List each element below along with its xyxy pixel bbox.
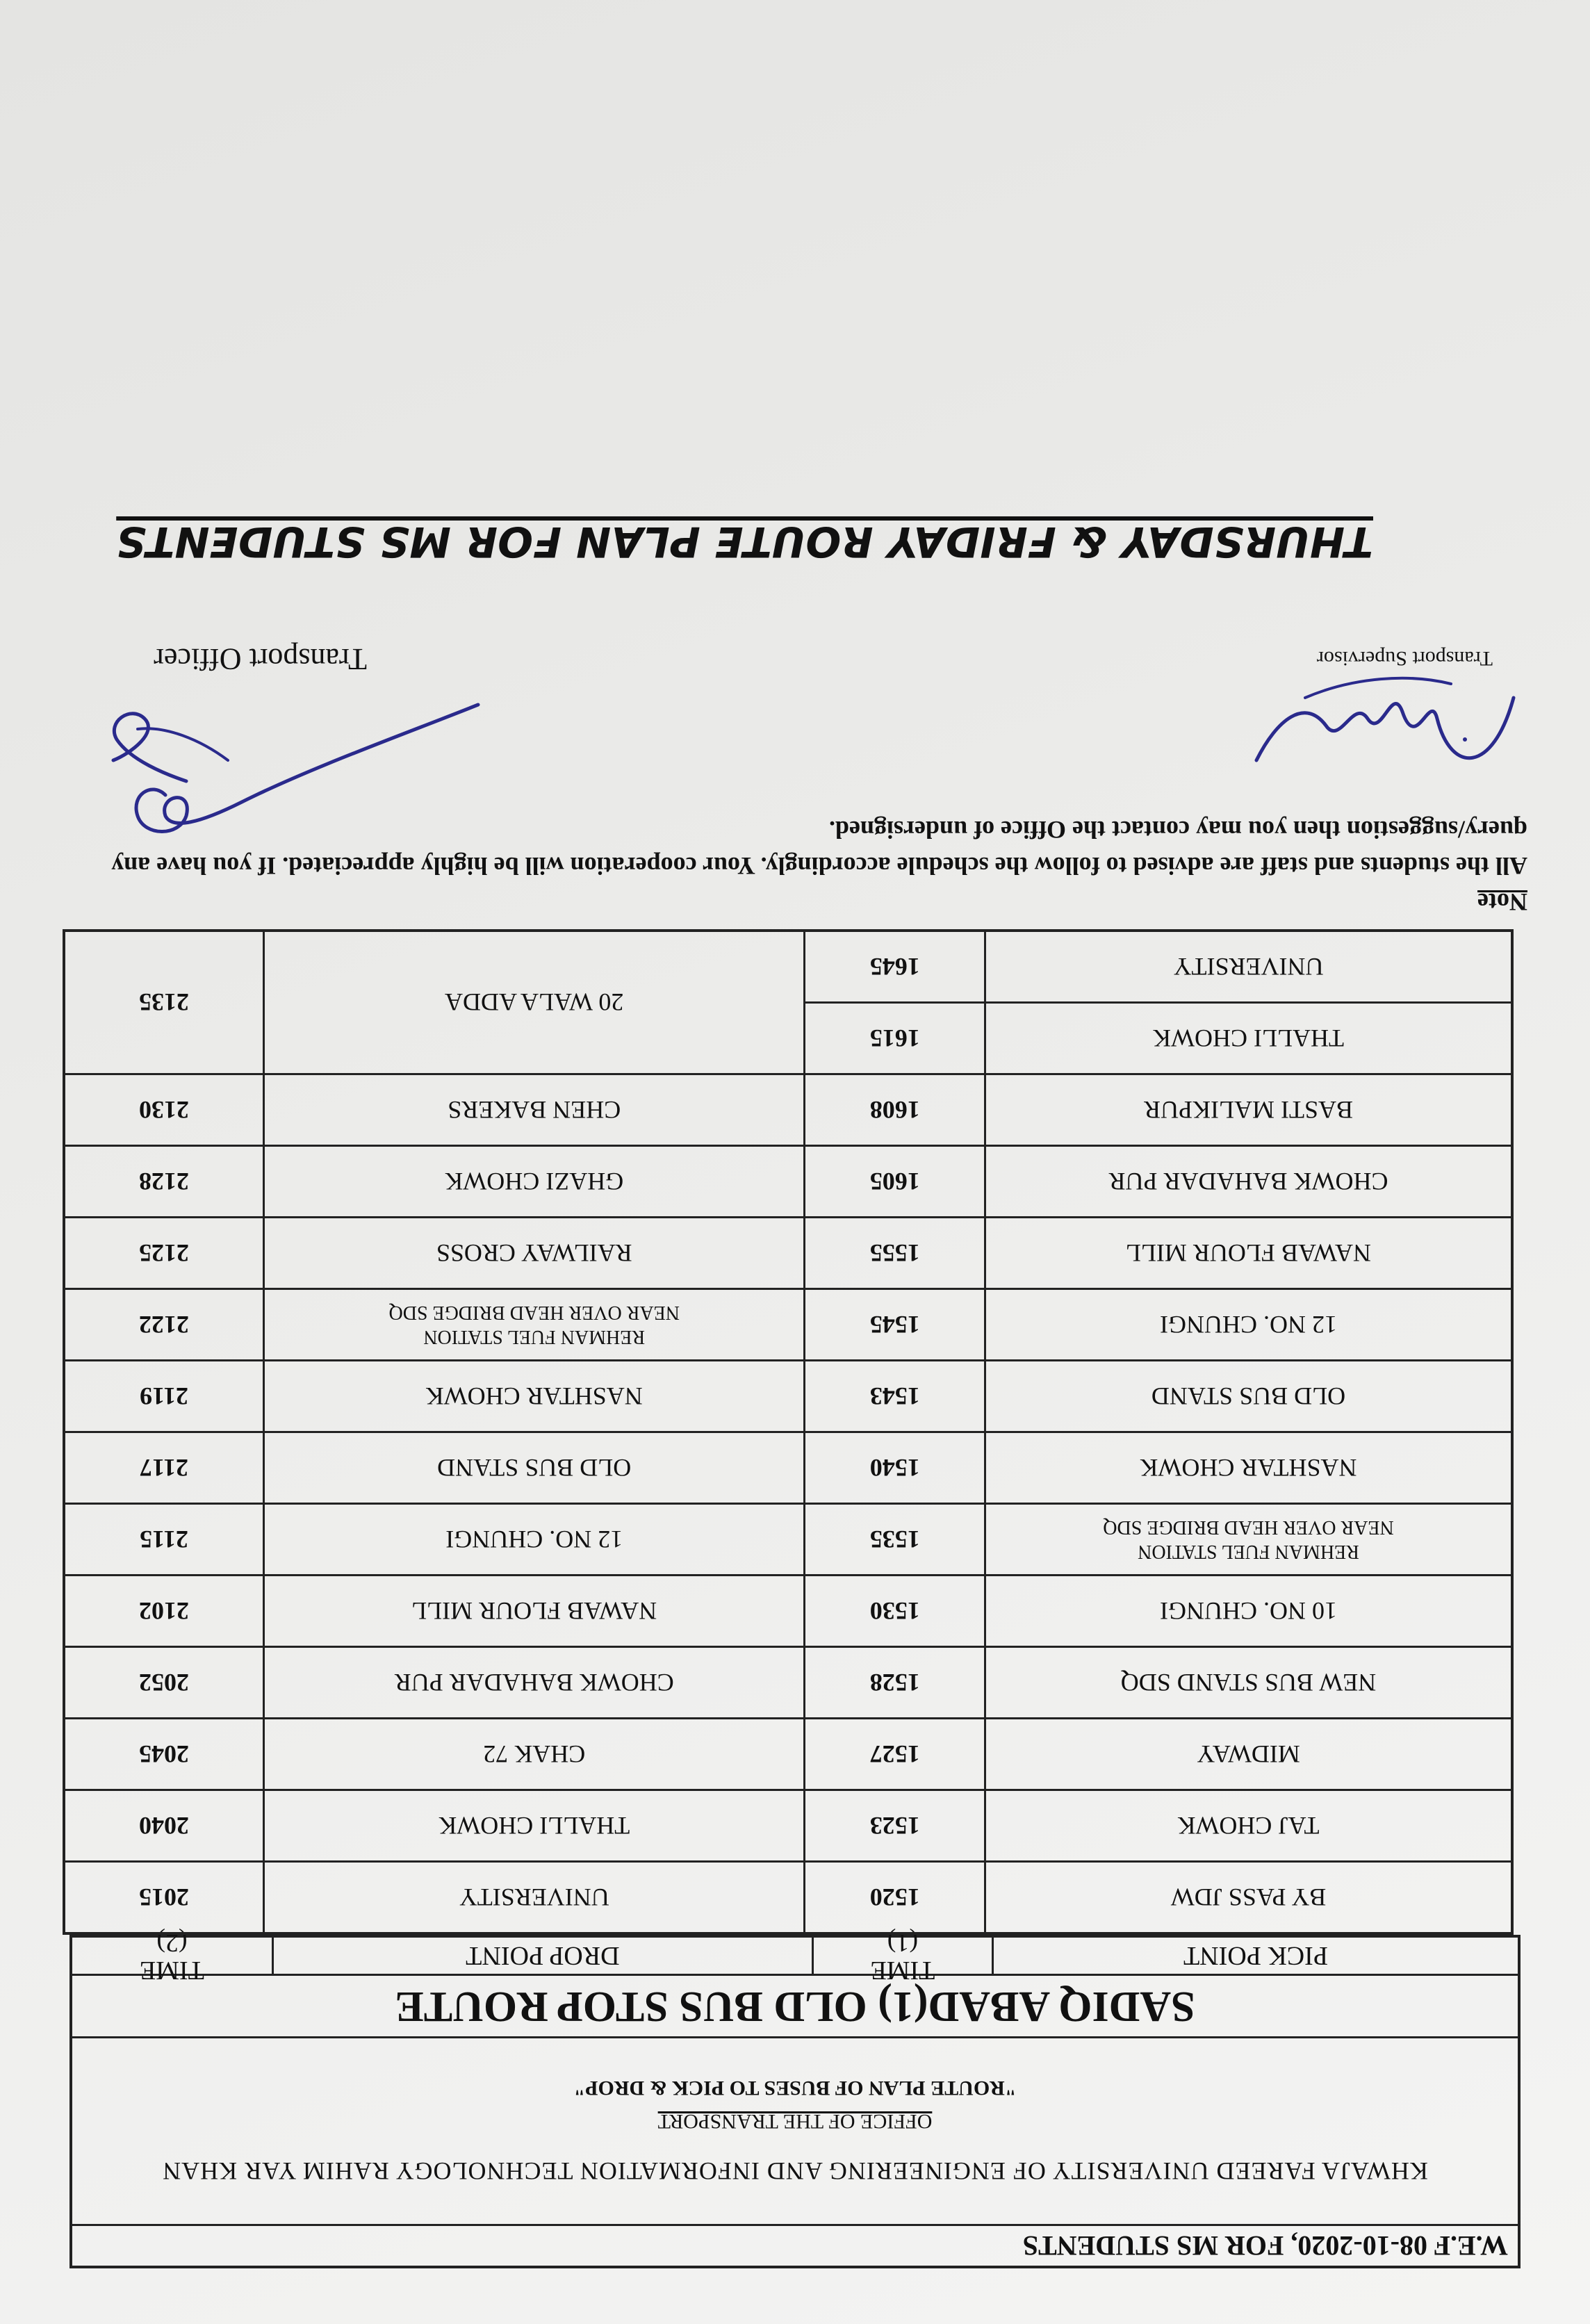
officer-label: Transport Officer <box>154 642 367 676</box>
pick-cell: OLD BUS STAND <box>985 1361 1512 1432</box>
pick-cell: BY PASS JDW <box>985 1862 1512 1934</box>
drop-cell: OLD BUS STAND <box>263 1432 804 1504</box>
drop-cell: CHEN BAKERS <box>263 1074 804 1146</box>
pick-cell: 10 NO. CHUNGI <box>985 1576 1512 1647</box>
time2-cell: 2119 <box>64 1361 263 1432</box>
pick-cell: NASHTAR CHOWK <box>985 1432 1512 1504</box>
time1-cell: 1530 <box>805 1576 985 1647</box>
col-time-1-label: TIME <box>870 1955 935 1985</box>
drop-cell: RAILWAY CROSS <box>263 1218 804 1289</box>
time2-cell: 2102 <box>64 1576 263 1647</box>
plan-title: "ROUTE PLAN OF BUSES TO PICK & DROP" <box>573 2077 1017 2100</box>
time2-cell: 2130 <box>64 1074 263 1146</box>
col-drop-point: DROP POINT <box>272 1938 812 1974</box>
drop-cell: CHOWK BAHADAR PUR <box>263 1647 804 1719</box>
table-row <box>64 1003 1512 1074</box>
time2-cell: 2128 <box>64 1146 263 1218</box>
time2-cell: 2052 <box>64 1647 263 1719</box>
drop-cell <box>263 1289 804 1361</box>
drop-cell-line: NEAR OVER HEAD BRIDGE SDQ <box>388 1302 680 1323</box>
col-time-1 <box>812 1928 992 1985</box>
drop-cell: CHAK 72 <box>263 1719 804 1790</box>
time2-cell: 2045 <box>64 1719 263 1790</box>
note-label: Note <box>1477 888 1527 916</box>
time2-cell: 2122 <box>64 1289 263 1361</box>
pick-cell: NAWAB FLOUR MILL <box>985 1218 1512 1289</box>
table-row <box>64 1289 1512 1361</box>
pick-cell: 12 NO. CHUNGI <box>985 1289 1512 1361</box>
table-row <box>64 1719 1512 1790</box>
time1-cell: 1608 <box>805 1074 985 1146</box>
col-time-2-label: TIME <box>140 1955 204 1985</box>
table-row <box>64 1432 1512 1504</box>
time1-cell: 1540 <box>805 1432 985 1504</box>
pick-cell-line: REHMAN FUEL STATION <box>1138 1541 1359 1562</box>
drop-cell: 20 WALA ADDA <box>263 931 804 1074</box>
wef-text: W.E.F 08-10-2020, FOR MS STUDENTS <box>1022 2230 1508 2261</box>
route-table <box>63 929 1514 1935</box>
time1-cell: 1528 <box>805 1647 985 1719</box>
col-time-2 <box>72 1928 272 1985</box>
route-title <box>72 1974 1518 2036</box>
time2-cell: 2117 <box>64 1432 263 1504</box>
office-name: OFFICE OF THE TRANSPORT <box>657 2110 933 2134</box>
pick-cell: UNIVERSITY <box>985 931 1512 1003</box>
pick-cell: TAJ CHOWK <box>985 1790 1512 1862</box>
table-row <box>64 1647 1512 1719</box>
officer-signature <box>103 663 492 844</box>
time2-cell: 2015 <box>64 1862 263 1934</box>
thursday-friday-title: THURSDAY & FRIDAY ROUTE PLAN FOR MS STUDENTS <box>116 517 1373 566</box>
table-row <box>64 1074 1512 1146</box>
pick-cell: THALLI CHOWK <box>985 1003 1512 1074</box>
time1-cell: 1527 <box>805 1719 985 1790</box>
route-title-text: SADIQ ABAD(1) OLD BUS STOP ROUTE <box>395 1983 1195 2030</box>
col-time-2-sub: (2) <box>156 1928 188 1957</box>
supervisor-signature <box>1243 663 1534 802</box>
university-block <box>72 2036 1518 2224</box>
time2-cell: 2040 <box>64 1790 263 1862</box>
drop-cell: THALLI CHOWK <box>263 1790 804 1862</box>
drop-cell-line: REHMAN FUEL STATION <box>423 1326 646 1348</box>
time1-cell: 1555 <box>805 1218 985 1289</box>
pick-cell: MIDWAY <box>985 1719 1512 1790</box>
drop-cell: 12 NO. CHUNGI <box>263 1504 804 1576</box>
pick-cell-line: NEAR OVER HEAD BRIDGE SDQ <box>1103 1516 1394 1538</box>
drop-cell: NASHTAR CHOWK <box>263 1361 804 1432</box>
table-row <box>64 1862 1512 1934</box>
pick-cell: NEW BUS STAND SDQ <box>985 1647 1512 1719</box>
drop-cell: UNIVERSITY <box>263 1862 804 1934</box>
table-row <box>64 1790 1512 1862</box>
time2-cell: 2115 <box>64 1504 263 1576</box>
time2-cell: 2135 <box>64 931 263 1074</box>
table-row <box>64 1504 1512 1576</box>
time1-cell: 1543 <box>805 1361 985 1432</box>
time1-cell: 1605 <box>805 1146 985 1218</box>
table-row <box>64 1218 1512 1289</box>
supervisor-label: Transport Supervisor <box>1316 647 1493 670</box>
drop-cell: NAWAB FLOUR MILL <box>263 1576 804 1647</box>
table-row <box>64 1576 1512 1647</box>
table-row <box>64 1361 1512 1432</box>
pick-cell: CHOWK BAHADAR PUR <box>985 1146 1512 1218</box>
col-pick-point: PICK POINT <box>992 1938 1518 1974</box>
drop-cell: GHAZI CHOWK <box>263 1146 804 1218</box>
time1-cell: 1523 <box>805 1790 985 1862</box>
schedule-header <box>69 1928 1521 2268</box>
time1-cell: 1645 <box>805 931 985 1003</box>
time1-cell: 1520 <box>805 1862 985 1934</box>
pick-cell: BASTI MALIKPUR <box>985 1074 1512 1146</box>
time2-cell: 2125 <box>64 1218 263 1289</box>
time1-cell: 1545 <box>805 1289 985 1361</box>
university-name: KHWAJA FAREED UNIVERSITY OF ENGINEERING AND INFORMATION TECHNOLOGY RAHIM YAR KHAN <box>162 2157 1428 2186</box>
table-row <box>64 1146 1512 1218</box>
wef-line <box>72 2224 1518 2266</box>
time1-cell: 1535 <box>805 1504 985 1576</box>
pick-cell <box>985 1504 1512 1576</box>
time1-cell: 1615 <box>805 1003 985 1074</box>
column-headers <box>72 1928 1518 1985</box>
col-time-1-sub: (1) <box>887 1928 919 1957</box>
note-text: All the students and staff are advised to follow the schedule accordingly. Your cooperation will be highly appreciated. If you have any query/suggestion then you may contact the Office of undersigned. <box>111 815 1527 880</box>
